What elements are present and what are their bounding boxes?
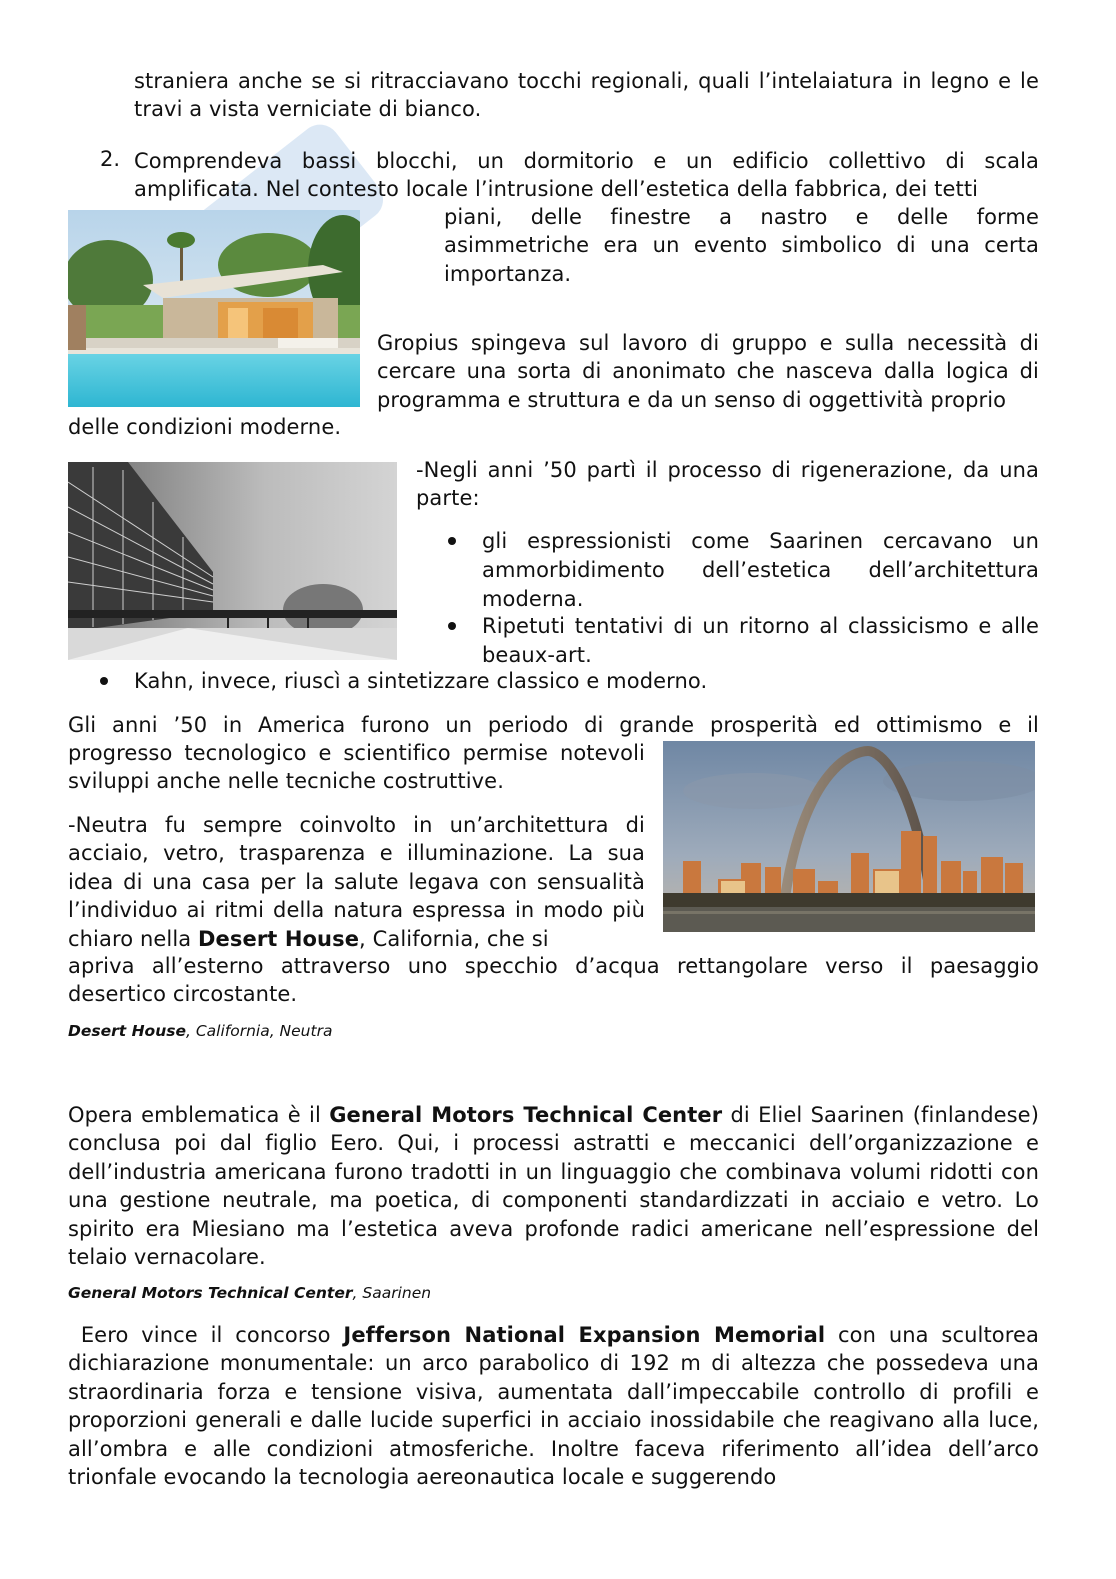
paragraph-straniera: straniera anche se si ritracciavano tocchi regionali, quali l’intelaiatura in legno e le travi a vista verniciate di bianco.	[134, 69, 1039, 122]
paragraph-anni-50-intro: -Negli anni ’50 partì il processo di rigenerazione, da una parte:	[416, 458, 1039, 511]
bullet-item-1: gli espressionisti come Saarinen cercavano un ammorbidimento dell’estetica dell’architettura moderna.	[482, 529, 1039, 611]
neutra-desert-house-bold: Desert House	[198, 926, 360, 951]
caption-gm	[68, 1284, 431, 1302]
bullet-dot-3	[100, 677, 108, 685]
gm-bold: General Motors Technical Center	[329, 1103, 723, 1127]
neutra-text: -Neutra fu sempre coinvolto in un’architettura di acciaio, vetro, trasparenza e illuminazione. La sua idea di una casa per la salute legava con sensualità l’individuo ai ritmi della natura espressa in modo più chiaro nella	[68, 813, 645, 951]
paragraph-neutra-end: apriva all’esterno attraverso uno specchio d’acqua rettangolare verso il paesaggio desertico circostante.	[68, 954, 1039, 1007]
bullet-dot-1	[448, 537, 456, 545]
list-item-2-continuation: piani, delle finestre a nastro e delle forme asimmetriche era un evento simbolico di una certa importanza.	[444, 205, 1039, 286]
neutra-after-text: , California, che si	[359, 926, 549, 951]
caption-gm-rest: , Saarinen	[352, 1284, 432, 1302]
caption-desert-house-rest: , California, Neutra	[185, 1022, 333, 1040]
paragraph-eero	[68, 1321, 1039, 1491]
paragraph-general-motors	[68, 1101, 1039, 1271]
caption-desert-house-bold: Desert House	[68, 1022, 186, 1040]
paragraph-gropius-end: delle condizioni moderne.	[68, 415, 342, 439]
gm-text-1: Opera emblematica è il	[68, 1103, 321, 1127]
eero-text-1: Eero vince il concorso	[80, 1323, 331, 1347]
gm-technical-center-image	[68, 462, 397, 660]
paragraph-america-line1: Gli anni ’50 in America furono un periodo di grande prosperità ed ottimismo e il	[68, 713, 1039, 737]
paragraph-neutra	[68, 811, 645, 953]
paragraph-america-rest: progresso tecnologico e scientifico permise notevoli sviluppi anche nelle tecniche costruttive.	[68, 741, 645, 794]
gm-text-2: di Eliel Saarinen (finlandese) conclusa poi dal figlio Eero. Qui, i processi astratti e meccanici dell’organizzazione e dell’industria americana furono tradotti in un linguaggio che combinava volumi ridotti con una gestione neutrale, ma poetica, di componenti standardizzati in acciaio e vetro. Lo spirito era Miesiano ma l’estetica aveva profonde radici americane nell’espressione del telaio vernacolare.	[68, 1103, 1039, 1270]
list-item-2-text: Comprendeva bassi blocchi, un dormitorio e un edificio collettivo di scala amplificata. Nel contesto locale l’intrusione dell’estetica della fabbrica, dei tetti	[134, 149, 1039, 202]
gateway-arch-image	[663, 741, 1035, 932]
list-number-2: 2.	[100, 147, 121, 171]
eero-text-2: con una scultorea dichiarazione monumentale: un arco parabolico di 192 m di altezza che possedeva una straordinaria forza e tensione visiva, aumentata dall’impeccabile controllo di profili e proporzioni generali e dalle lucide superfici in acciaio inossidabile che reagivano alla luce, all’ombra e alle condizioni atmosferiche. Inoltre faceva riferimento all’idea dell’arco trionfale evocando la tecnologia aereonautica locale e suggerendo	[68, 1323, 1039, 1490]
desert-house-image	[68, 210, 360, 407]
bullet-item-3: Kahn, invece, riuscì a sintetizzare classico e moderno.	[134, 669, 708, 693]
bullet-item-2: Ripetuti tentativi di un ritorno al classicismo e alle beaux-art.	[482, 614, 1039, 667]
caption-gm-bold: General Motors Technical Center	[68, 1284, 353, 1302]
caption-desert-house	[68, 1022, 332, 1040]
bullet-dot-2	[448, 622, 456, 630]
paragraph-gropius: Gropius spingeva sul lavoro di gruppo e sulla necessità di cercare una sorta di anonimato che nasceva dalla logica di programma e struttura e da un senso di oggettività proprio	[377, 331, 1039, 412]
eero-bold: Jefferson National Expansion Memorial	[343, 1323, 826, 1347]
